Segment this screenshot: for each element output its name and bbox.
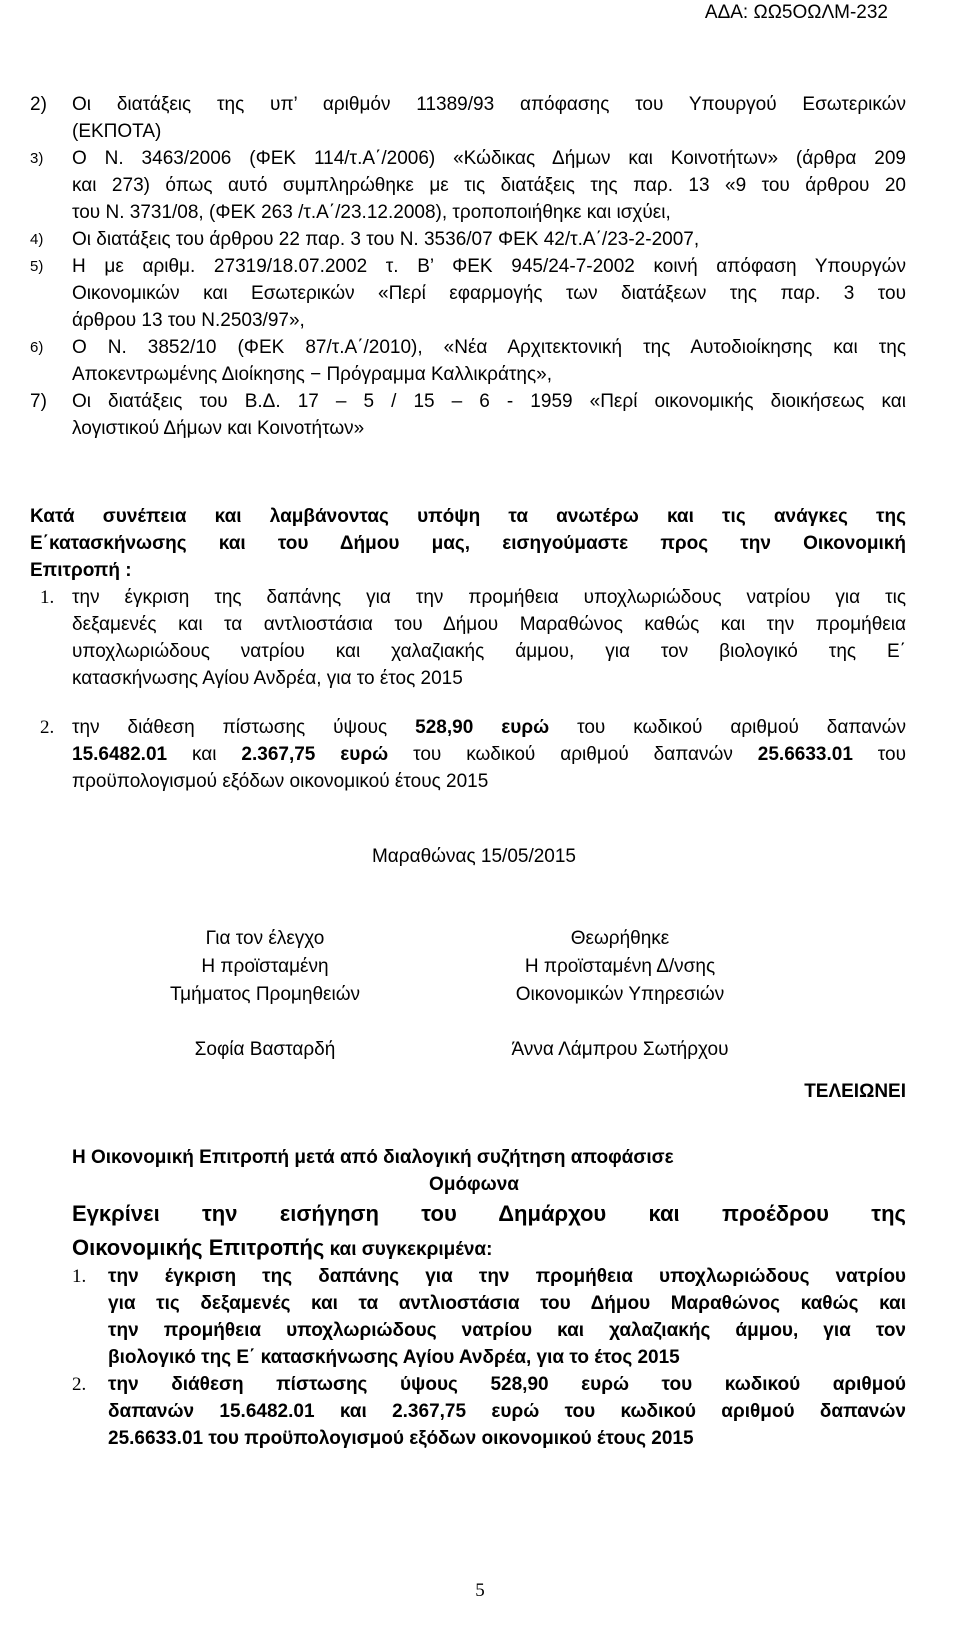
list-item-line: άρθρου 13 του Ν.2503/97», <box>72 310 305 331</box>
proposal-text: του κωδικού αριθμού δαπανών <box>388 744 758 765</box>
proposal-line <box>72 714 906 741</box>
decision-item-line: την έγκριση της δαπάνης για την προμήθεια υποχλωριώδους νατρίου <box>108 1266 906 1287</box>
approval-line: Εγκρίνει την εισήγηση του Δημάρχου και προέδρου της <box>72 1201 906 1226</box>
proposal-line: την έγκριση της δαπάνης για την προμήθεια υποχλωριώδους νατρίου για τις <box>72 587 906 608</box>
decision-item-line: δαπανών 15.6482.01 και 2.367,75 ευρώ του κωδικού αριθμού δαπανών <box>108 1401 906 1422</box>
list-item-line: Η με αριθμ. 27319/18.07.2002 τ. Β’ ΦΕΚ 945/24-7-2002 κοινή απόφαση Υπουργών <box>72 256 906 277</box>
proposal-text: την διάθεση πίστωσης ύψους <box>72 717 416 738</box>
list-number: 3) <box>30 150 44 167</box>
proposal-line: προϋπολογισμού εξόδων οικονομικού έτους 2015 <box>72 771 489 792</box>
list-number: 7) <box>30 391 47 412</box>
amount: 528,90 ευρώ <box>415 717 550 738</box>
list-item-line: λογιστικού Δήμων και Κοινοτήτων» <box>72 418 365 439</box>
proposal-text: του <box>852 744 907 765</box>
list-item-line: Αποκεντρωμένης Διοίκησης − Πρόγραμμα Καλλικράτης», <box>72 364 553 385</box>
decision-line: Η Οικονομική Επιτροπή μετά από διαλογική συζήτηση αποφάσισε <box>72 1147 674 1168</box>
proposal-line: υποχλωριώδους νατρίου και χαλαζιακής άμμου, για τον βιολογικό της Ε΄ <box>72 641 906 662</box>
list-item-line: του Ν. 3731/08, (ΦΕΚ 263 /τ.Α΄/23.12.2008), τροποποιήθηκε και ισχύει, <box>72 202 671 223</box>
list-item-line: και 273) όπως αυτό συμπληρώθηκε με τις διατάξεις της παρ. 13 «9 του άρθρου 20 <box>72 175 906 196</box>
list-number: 6) <box>30 339 44 356</box>
signature-right-title: Θεωρήθηκε <box>570 928 670 949</box>
decision-item-line: για τις δεξαμενές και τα αντλιοστάσια του Δήμου Μαραθώνος καθώς και <box>108 1293 906 1314</box>
decision-item-line: την προμήθεια υποχλωριώδους νατρίου και χαλαζιακής άμμου, για τον <box>108 1320 906 1341</box>
signature-right-name: Άννα Λάμπρου Σωτήρχου <box>511 1039 729 1060</box>
decision-unanimous: Ομόφωνα <box>429 1174 519 1195</box>
signature-right-role: Η προϊσταμένη Δ/νσης <box>524 956 716 977</box>
signature-left-dept: Τμήματος Προμηθειών <box>169 984 361 1005</box>
date-line: Μαραθώνας 15/05/2015 <box>371 846 577 867</box>
signature-right-dept: Οικονομικών Υπηρεσιών <box>515 984 725 1005</box>
decision-item-line: την διάθεση πίστωσης ύψους 528,90 ευρώ του κωδικού αριθμού <box>108 1374 906 1395</box>
decision-number: 1. <box>72 1266 87 1287</box>
conclusion-line: Επιτροπή : <box>30 560 132 581</box>
decision-number: 2. <box>72 1374 87 1395</box>
list-item-line: (ΕΚΠΟΤΑ) <box>72 121 162 142</box>
decision-item-line: βιολογικό της Ε΄ κατασκήνωσης Αγίου Ανδρέα, για το έτος 2015 <box>108 1347 680 1368</box>
budget-code: 25.6633.01 <box>757 744 853 765</box>
approval-text: και συγκεκριμένα: <box>324 1239 493 1260</box>
list-item-line: Ο Ν. 3463/2006 (ΦΕΚ 114/τ.Α΄/2006) «Κώδικας Δήμων και Κοινοτήτων» (άρθρα 209 <box>72 148 906 169</box>
proposal-number: 2. <box>40 717 55 738</box>
list-number: 4) <box>30 231 44 248</box>
proposal-text: του κωδικού αριθμού δαπανών <box>549 717 907 738</box>
proposal-line: κατασκήνωσης Αγίου Ανδρέα, για το έτος 2015 <box>72 668 463 689</box>
list-item-line: Ο Ν. 3852/10 (ΦΕΚ 87/τ.Α΄/2010), «Νέα Αρχιτεκτονική της Αυτοδιοίκησης και της <box>72 337 906 358</box>
signature-left-role: Η προϊσταμένη <box>201 956 329 977</box>
list-item-line: Οι διατάξεις της υπ’ αριθμόν 11389/93 απόφασης του Υπουργού Εσωτερικών <box>72 94 906 115</box>
budget-code: 15.6482.01 <box>72 744 168 765</box>
conclusion-line: Ε΄κατασκήνωσης και του Δήμου μας, εισηγούμαστε προς την Οικονομική <box>30 533 906 554</box>
ada-code: ΑΔΑ: ΩΩ5ΟΩΛΜ-232 <box>704 2 888 23</box>
list-item-line: Οι διατάξεις του άρθρου 22 παρ. 3 του Ν. 3536/07 ΦΕΚ 42/τ.Α΄/23-2-2007, <box>72 229 700 250</box>
decision-item-line: 25.6633.01 του προϋπολογισμού εξόδων οικονομικού έτους 2015 <box>108 1428 694 1449</box>
list-item-line: Οικονομικών και Εσωτερικών «Περί εφαρμογής των διατάξεων της παρ. 3 του <box>72 283 906 304</box>
end-marker: ΤΕΛΕΙΩΝΕΙ <box>804 1081 906 1102</box>
committee-name: Οικονομικής Επιτροπής <box>72 1235 325 1260</box>
list-number: 5) <box>30 258 44 275</box>
page-number: 5 <box>475 1580 485 1601</box>
list-item-line: Οι διατάξεις του Β.Δ. 17 – 5 / 15 – 6 - 1959 «Περί οικονομικής διοικήσεως και <box>72 391 906 412</box>
signature-left-title: Για τον έλεγχο <box>205 928 325 949</box>
proposal-number: 1. <box>40 587 55 608</box>
approval-line <box>72 1234 492 1263</box>
conclusion-line: Κατά συνέπεια και λαμβάνοντας υπόψη τα ανωτέρω και τις ανάγκες της <box>30 506 906 527</box>
proposal-line <box>72 741 906 768</box>
proposal-text: και <box>167 744 242 765</box>
amount: 2.367,75 ευρώ <box>241 744 389 765</box>
signature-left-name: Σοφία Βασταρδή <box>194 1039 336 1060</box>
list-number: 2) <box>30 94 47 115</box>
proposal-line: δεξαμενές και τα αντλιοστάσια του Δήμου Μαραθώνος καθώς και την προμήθεια <box>72 614 906 635</box>
